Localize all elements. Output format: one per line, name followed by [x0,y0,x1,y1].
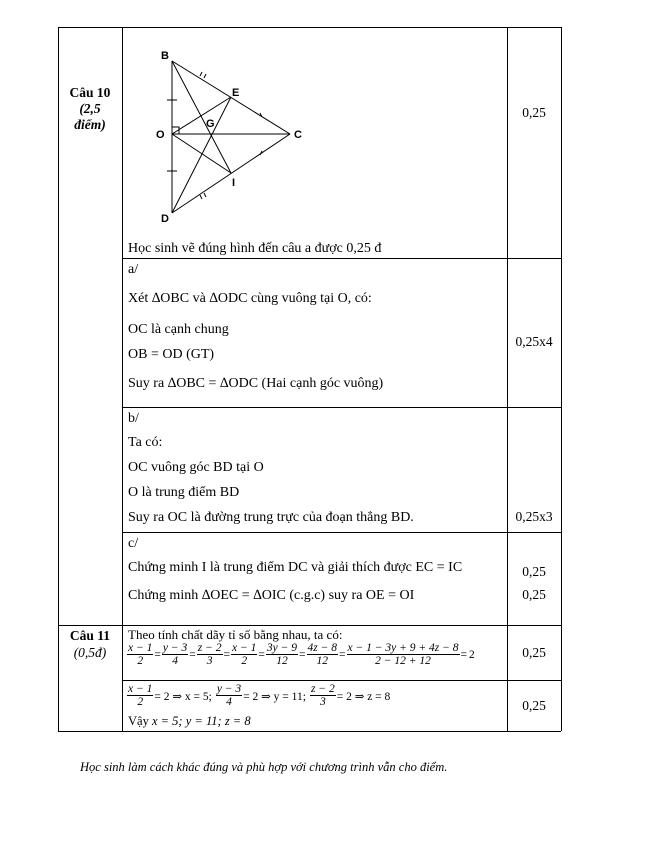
question-10-points-line1: (2,5 [79,101,101,116]
part-a-line-4: Suy ra ∆OBC = ∆ODC (Hai cạnh góc vuông) [128,376,384,391]
tick-BE-2 [204,74,206,78]
cau11-intro: Theo tính chất dãy tỉ số bằng nhau, ta có: [128,627,343,642]
column-divider-1 [122,27,123,731]
draw-figure-note: Học sinh vẽ đúng hình đến câu a được 0,25 đ [128,241,382,256]
draw-figure-score: 0,25 [522,105,546,120]
fraction-1: $\frac{x - 1}{2}$ [128,642,153,667]
part-b-line-3: O là trung điểm BD [128,485,240,500]
part-c-line-2: Chứng minh ∆OEC = ∆OIC (c.g.c) suy ra OE = OI [128,588,415,603]
row-divider-c [122,532,561,533]
question-11-label: Câu 11 [69,628,111,643]
segment-DE [172,97,231,213]
geometry-figure [150,45,310,230]
part-a-line-2: OC là cạnh chung [128,322,229,337]
part-c-line-1: Chứng minh I là trung điểm DC và giải thích được EC = IC [128,560,463,575]
part-a-line-1: Xét ∆OBC và ∆ODC cùng vuông tại O, có: [128,291,372,306]
row-divider-cau11-2 [122,680,561,681]
question-11-points: (0,5đ) [73,645,107,660]
part-b-line-1: Ta có: [128,435,163,450]
segment-BI [172,61,231,173]
point-label-O: O [156,129,165,141]
tick-DI-2 [204,193,206,197]
table-bottom-border [58,731,561,732]
part-a-line-3: OB = OD (GT) [128,347,215,362]
row-divider-b [122,407,561,408]
point-label-G: G [206,118,215,130]
tick-DI-1 [200,195,202,199]
fraction-z: $\frac{z - 2}{3}$ [310,683,335,708]
part-c-score-2: 0,25 [522,587,546,602]
equation-z-result: = 2 ⇒ z = 8 [336,690,391,703]
part-c-score-1: 0,25 [522,564,546,579]
part-c-label: c/ [128,536,139,551]
column-divider-2 [507,27,508,731]
point-label-I: I [232,177,236,189]
point-label-D: D [161,213,169,225]
equation-1-result: 2 [469,648,475,661]
point-label-E: E [232,87,240,99]
part-b-label: b/ [128,411,139,426]
cau11-score-2: 0,25 [522,698,546,713]
tick-BE-1 [200,72,202,76]
question-10-points-line2: điểm) [74,117,106,132]
cau11-equation-2 [127,683,391,708]
cau11-conclusion [128,713,251,729]
cau11-score-1: 0,25 [522,645,546,660]
part-b-score: 0,25x3 [515,509,553,524]
table-top-border [58,27,561,28]
conclusion-values: x = 5; y = 11; z = 8 [151,714,251,728]
part-a-label: a/ [128,262,139,277]
fraction-x: $\frac{x - 1}{2}$ [128,683,153,708]
part-a-score: 0,25x4 [515,334,553,349]
fraction-4: $\frac{x - 1}{2}$ [232,642,257,667]
row-divider-a [122,258,561,259]
fraction-y: $\frac{y - 3}{4}$ [216,683,242,708]
point-label-B: B [161,50,169,62]
part-b-line-2: OC vuông góc BD tại O [128,460,264,475]
footer-note: Học sinh làm cách khác đúng và phù hợp với chương trình vẫn cho điểm. [80,760,448,774]
fraction-6: $\frac{4z - 8}{12}$ [307,642,337,667]
point-label-C: C [294,129,302,141]
conclusion-prefix: Vậy [128,714,149,728]
question-10-label: Câu 10 [69,85,111,100]
fraction-5: $\frac{3y - 9}{12}$ [266,642,297,667]
fraction-7: $\frac{x - 1 - 3y + 9 + 4z - 8}{2 - 12 + 12}$ [347,642,459,667]
fraction-2: $\frac{y - 3}{4}$ [162,642,188,667]
cau11-equation-1: $\frac{x - 1}{2}$ = $\frac{y - 3}{4}$ = $\frac{z - 2}{3}$ = $\frac{x - 1}{2}$ = $\frac{3y - 9}{12}$ = $\frac{4z - 8}{12}$ = $\frac{x - 1 - 3y + 9 + 4z - 8}{2 - 12 + 12}$ = 2 [128,642,475,667]
equation-x-result: = 2 ⇒ x = 5; [154,690,212,703]
part-b-line-4: Suy ra OC là đường trung trực của đoạn thẳng BD. [128,510,414,525]
segment-OI [172,134,231,173]
fraction-3: $\frac{z - 2}{3}$ [197,642,222,667]
table-right-border [561,27,562,731]
equation-y-result: = 2 ⇒ y = 11; [243,690,306,703]
row-divider-cau11 [58,625,561,626]
